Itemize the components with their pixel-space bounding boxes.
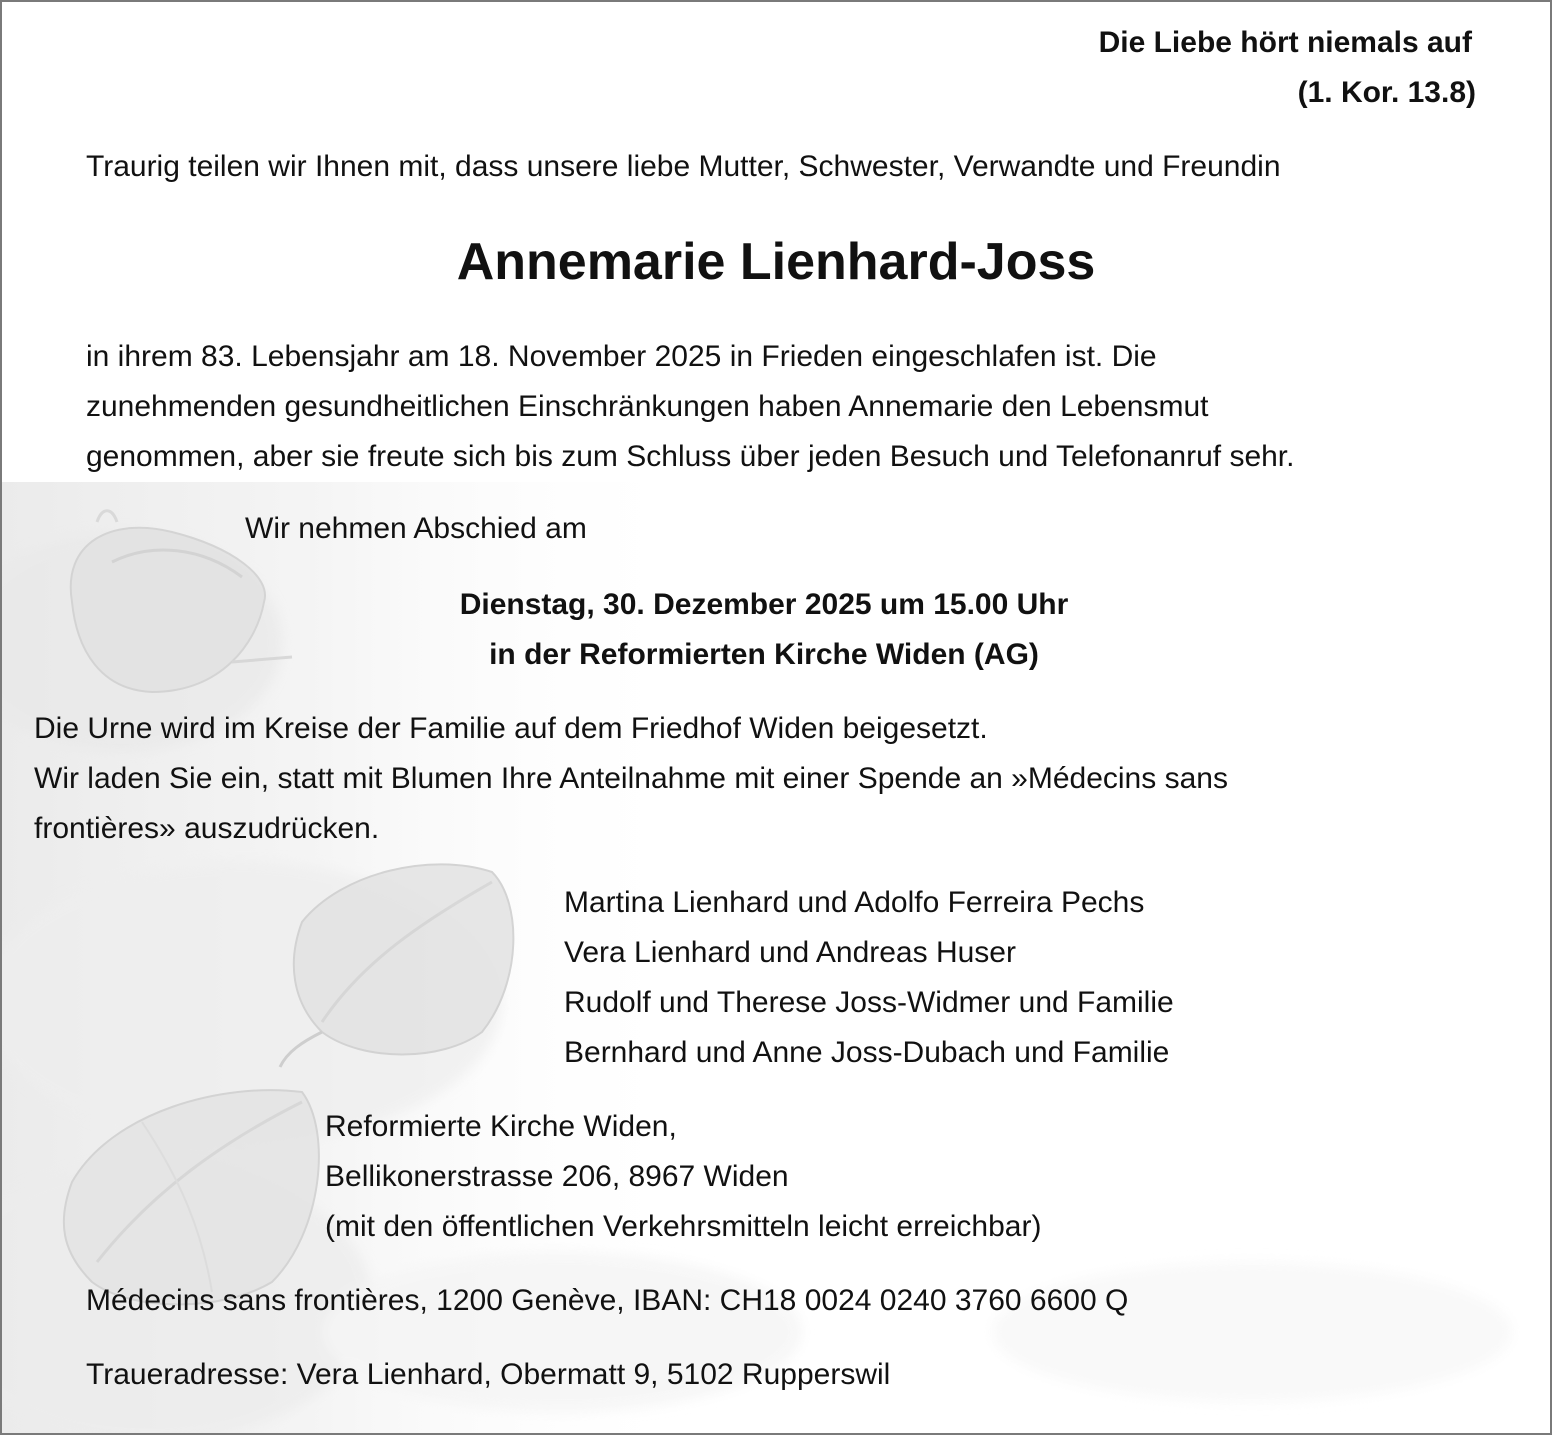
farewell-intro: Wir nehmen Abschied am <box>245 512 587 545</box>
body-line-1: in ihrem 83. Lebensjahr am 18. November 2025 in Frieden eingeschlafen ist. Die <box>86 340 1157 373</box>
farewell-place: in der Reformierten Kirche Widen (AG) <box>489 638 1039 671</box>
farewell-date: Dienstag, 30. Dezember 2025 um 15.00 Uhr <box>459 588 1069 621</box>
mourner-4: Bernhard und Anne Joss-Dubach und Familie <box>564 1036 1170 1069</box>
motto-line-2: (1. Kor. 13.8) <box>1297 76 1476 109</box>
motto-line-1: Die Liebe hört niemals auf <box>1098 26 1472 59</box>
church-line-2: Bellikonerstrasse 206, 8967 Widen <box>325 1160 789 1193</box>
mourner-3: Rudolf und Therese Joss-Widmer und Familie <box>564 986 1174 1019</box>
intro-text: Traurig teilen wir Ihnen mit, dass unsere liebe Mutter, Schwester, Verwandte und Freundin <box>86 150 1281 183</box>
urn-line-1: Die Urne wird im Kreise der Familie auf dem Friedhof Widen beigesetzt. <box>34 712 988 745</box>
urn-line-3: frontières» auszudrücken. <box>34 812 380 845</box>
body-line-3: genommen, aber sie freute sich bis zum Schluss über jeden Besuch und Telefonanruf sehr. <box>86 440 1295 473</box>
deceased-name: Annemarie Lienhard-Joss <box>456 233 1096 291</box>
church-line-3: (mit den öffentlichen Verkehrsmitteln leicht erreichbar) <box>325 1210 1042 1243</box>
mourner-2: Vera Lienhard und Andreas Huser <box>564 936 1016 969</box>
church-line-1: Reformierte Kirche Widen, <box>325 1110 677 1143</box>
mourning-address: Traueradresse: Vera Lienhard, Obermatt 9, 5102 Rupperswil <box>86 1358 891 1391</box>
donation-info: Médecins sans frontières, 1200 Genève, IBAN: CH18 0024 0240 3760 6600 Q <box>86 1284 1129 1317</box>
mourner-1: Martina Lienhard und Adolfo Ferreira Pechs <box>564 886 1145 919</box>
body-line-2: zunehmenden gesundheitlichen Einschränkungen haben Annemarie den Lebensmut <box>86 390 1209 423</box>
urn-line-2: Wir laden Sie ein, statt mit Blumen Ihre Anteilnahme mit einer Spende an »Médecins sans <box>34 762 1228 795</box>
